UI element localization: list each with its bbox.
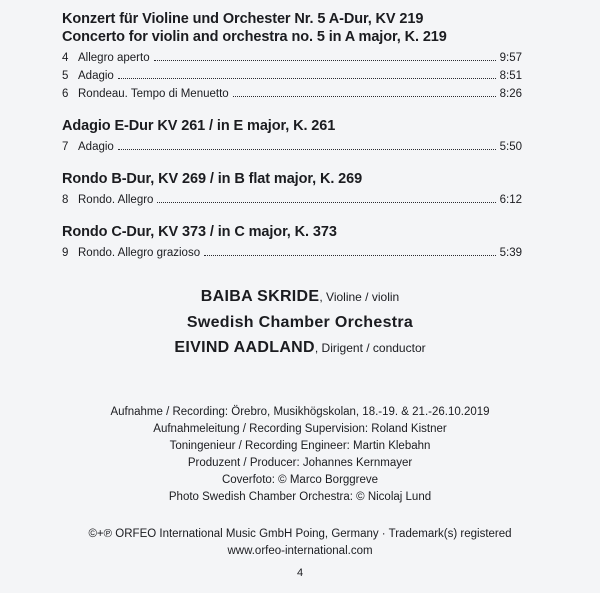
dot-leader — [157, 202, 495, 203]
track-row — [62, 191, 522, 209]
dot-leader — [154, 60, 496, 61]
work-concerto-5 — [62, 10, 522, 103]
track-list — [62, 191, 522, 209]
conductor-line — [0, 335, 600, 361]
track-list — [62, 138, 522, 156]
work-title-german: Konzert für Violine und Orchester Nr. 5 A-Dur, KV 219 — [62, 11, 424, 27]
track-number: 9 — [62, 247, 69, 259]
copyright-line: ©+℗ ORFEO International Music GmbH Poing, Germany · Trademark(s) registered — [88, 528, 512, 540]
work-title: Rondo C-Dur, KV 373 / in C major, K. 373 — [62, 224, 337, 240]
track-title: Adagio — [78, 141, 114, 153]
track-number: 8 — [62, 194, 69, 206]
dot-leader — [118, 78, 496, 79]
dot-leader — [118, 149, 496, 150]
page-number: 4 — [296, 567, 304, 579]
work-title: Adagio E-Dur KV 261 / in E major, K. 261 — [62, 118, 336, 134]
track-duration: 8:51 — [499, 70, 522, 82]
track-duration: 9:57 — [499, 52, 522, 64]
track-number: 4 — [62, 52, 69, 64]
work-title — [62, 10, 522, 46]
credit-recording: Aufnahme / Recording: Örebro, Musikhögskolan, 18.-19. & 21.-26.10.2019 — [110, 406, 490, 418]
works-list — [62, 10, 522, 276]
credit-orchestra-photo: Photo Swedish Chamber Orchestra: © Nicolaj Lund — [168, 491, 432, 503]
track-row — [62, 85, 522, 103]
track-list — [62, 244, 522, 262]
work-rondo-kv373 — [62, 223, 522, 262]
track-title: Allegro aperto — [78, 52, 150, 64]
track-duration: 5:39 — [499, 247, 522, 259]
work-title-english: Concerto for violin and orchestra no. 5 in A major, K. 219 — [62, 29, 447, 45]
performers — [0, 284, 600, 361]
track-number: 5 — [62, 70, 69, 82]
dot-leader — [204, 255, 496, 256]
credit-supervision: Aufnahmeleitung / Recording Supervision: Roland Kistner — [153, 423, 447, 435]
track-duration: 8:26 — [499, 88, 522, 100]
credit-engineer: Toningenieur / Recording Engineer: Martin Klebahn — [169, 440, 431, 452]
track-number: 7 — [62, 141, 69, 153]
track-title: Rondeau. Tempo di Menuetto — [78, 88, 229, 100]
track-row — [62, 49, 522, 67]
work-title: Rondo B-Dur, KV 269 / in B flat major, K. 269 — [62, 171, 363, 187]
track-row — [62, 138, 522, 156]
credit-producer: Produzent / Producer: Johannes Kernmayer — [187, 457, 413, 469]
dot-leader — [233, 96, 496, 97]
work-rondo-kv269 — [62, 170, 522, 209]
credit-cover-photo: Coverfoto: © Marco Borggreve — [221, 474, 379, 486]
soloist-role: , Violine / violin — [319, 290, 400, 304]
track-title: Rondo. Allegro — [78, 194, 154, 206]
track-row — [62, 67, 522, 85]
track-number: 6 — [62, 88, 69, 100]
track-duration: 6:12 — [499, 194, 522, 206]
orchestra-name: Swedish Chamber Orchestra — [186, 314, 414, 331]
work-adagio-kv261 — [62, 117, 522, 156]
orchestra-line — [0, 310, 600, 335]
conductor-role: , Dirigent / conductor — [314, 341, 426, 355]
track-title: Adagio — [78, 70, 114, 82]
track-list — [62, 49, 522, 103]
track-title: Rondo. Allegro grazioso — [78, 247, 201, 259]
track-duration: 5:50 — [499, 141, 522, 153]
copyright-block — [0, 526, 600, 560]
website-link[interactable]: www.orfeo-international.com — [227, 545, 373, 557]
track-row — [62, 244, 522, 262]
conductor-name: EIVIND AADLAND — [174, 339, 315, 356]
recording-credits — [0, 404, 600, 506]
soloist-name: BAIBA SKRIDE — [200, 288, 320, 305]
soloist-line — [0, 284, 600, 310]
